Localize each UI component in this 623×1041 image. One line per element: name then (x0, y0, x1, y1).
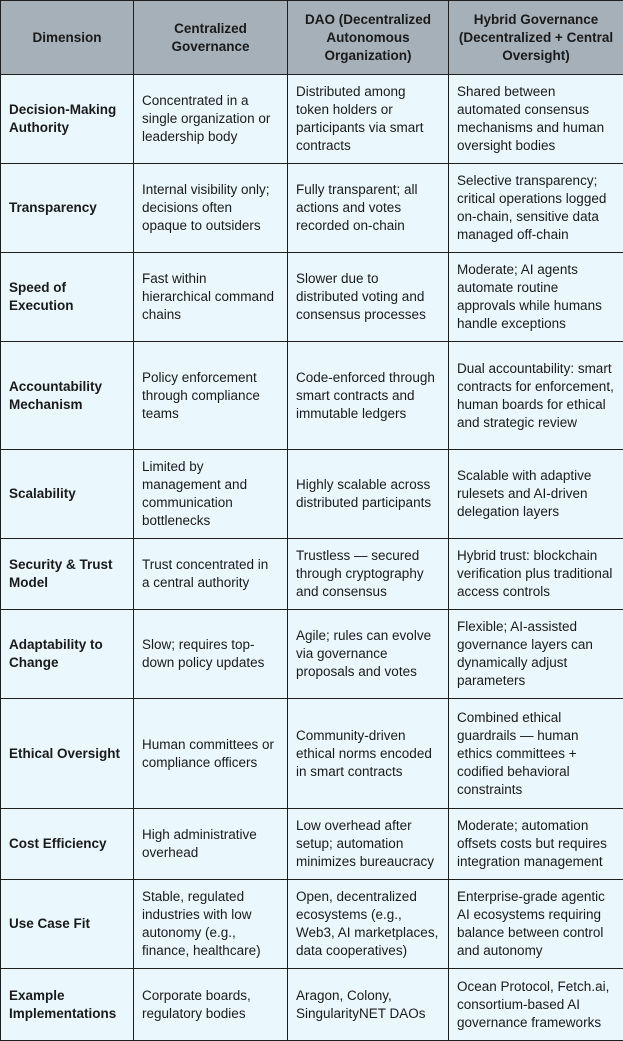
header-dimension: Dimension (1, 1, 134, 75)
dao-cell: Fully transparent; all actions and votes recorded on-chain (288, 164, 449, 253)
dimension-cell: Adaptability to Change (1, 610, 134, 699)
hybrid-cell: Shared between automated consensus mechanisms and human oversight bodies (449, 75, 623, 164)
centralized-cell: Stable, regulated industries with low autonomy (e.g., finance, healthcare) (134, 880, 288, 969)
dao-cell: Open, decentralized ecosystems (e.g., Web3, AI marketplaces, data cooperatives) (288, 880, 449, 969)
dao-cell: Highly scalable across distributed participants (288, 450, 449, 539)
centralized-cell: Slow; requires top-down policy updates (134, 610, 288, 699)
hybrid-cell: Dual accountability: smart contracts for enforcement, human boards for ethical and strategic review (449, 342, 623, 450)
dimension-cell: Cost Efficiency (1, 809, 134, 880)
header-row (1, 1, 623, 75)
table-body (1, 75, 623, 1041)
hybrid-cell: Moderate; automation offsets costs but requires integration management (449, 809, 623, 880)
centralized-cell: Concentrated in a single organization or leadership body (134, 75, 288, 164)
hybrid-cell: Ocean Protocol, Fetch.ai, consortium-based AI governance frameworks (449, 969, 623, 1041)
dimension-cell: Use Case Fit (1, 880, 134, 969)
hybrid-cell: Flexible; AI-assisted governance layers can dynamically adjust parameters (449, 610, 623, 699)
dao-cell: Code-enforced through smart contracts and immutable ledgers (288, 342, 449, 450)
hybrid-cell: Moderate; AI agents automate routine approvals while humans handle exceptions (449, 253, 623, 342)
centralized-cell: Human committees or compliance officers (134, 699, 288, 809)
dimension-cell: Ethical Oversight (1, 699, 134, 809)
header-hybrid: Hybrid Governance (Decentralized + Central Oversight) (449, 1, 623, 75)
dao-cell: Distributed among token holders or participants via smart contracts (288, 75, 449, 164)
table-row (1, 610, 623, 699)
header-centralized: Centralized Governance (134, 1, 288, 75)
centralized-cell: Trust concentrated in a central authority (134, 539, 288, 610)
centralized-cell: Limited by management and communication bottlenecks (134, 450, 288, 539)
dimension-cell: Speed of Execution (1, 253, 134, 342)
table-row (1, 969, 623, 1041)
dao-cell: Trustless — secured through cryptography and consensus (288, 539, 449, 610)
header-dao: DAO (Decentralized Autonomous Organization) (288, 1, 449, 75)
dimension-cell: Example Implementations (1, 969, 134, 1041)
dao-cell: Aragon, Colony, SingularityNET DAOs (288, 969, 449, 1041)
table-row (1, 880, 623, 969)
table-row (1, 450, 623, 539)
dimension-cell: Security & Trust Model (1, 539, 134, 610)
dao-cell: Community-driven ethical norms encoded in smart contracts (288, 699, 449, 809)
dao-cell: Low overhead after setup; automation minimizes bureaucracy (288, 809, 449, 880)
centralized-cell: Internal visibility only; decisions often opaque to outsiders (134, 164, 288, 253)
dimension-cell: Transparency (1, 164, 134, 253)
hybrid-cell: Hybrid trust: blockchain verification plus traditional access controls (449, 539, 623, 610)
hybrid-cell: Enterprise-grade agentic AI ecosystems requiring balance between control and autonomy (449, 880, 623, 969)
hybrid-cell: Scalable with adaptive rulesets and AI-driven delegation layers (449, 450, 623, 539)
centralized-cell: Policy enforcement through compliance teams (134, 342, 288, 450)
table-header (1, 1, 623, 75)
centralized-cell: Fast within hierarchical command chains (134, 253, 288, 342)
table-row (1, 75, 623, 164)
table-row (1, 342, 623, 450)
table-row (1, 253, 623, 342)
dao-cell: Slower due to distributed voting and consensus processes (288, 253, 449, 342)
centralized-cell: High administrative overhead (134, 809, 288, 880)
dimension-cell: Accountability Mechanism (1, 342, 134, 450)
dimension-cell: Decision-Making Authority (1, 75, 134, 164)
dao-cell: Agile; rules can evolve via governance proposals and votes (288, 610, 449, 699)
hybrid-cell: Combined ethical guardrails — human ethics committees + codified behavioral constraints (449, 699, 623, 809)
dimension-cell: Scalability (1, 450, 134, 539)
centralized-cell: Corporate boards, regulatory bodies (134, 969, 288, 1041)
table-row (1, 809, 623, 880)
table-row (1, 164, 623, 253)
table-row (1, 539, 623, 610)
table-row (1, 699, 623, 809)
hybrid-cell: Selective transparency; critical operations logged on-chain, sensitive data managed off-chain (449, 164, 623, 253)
